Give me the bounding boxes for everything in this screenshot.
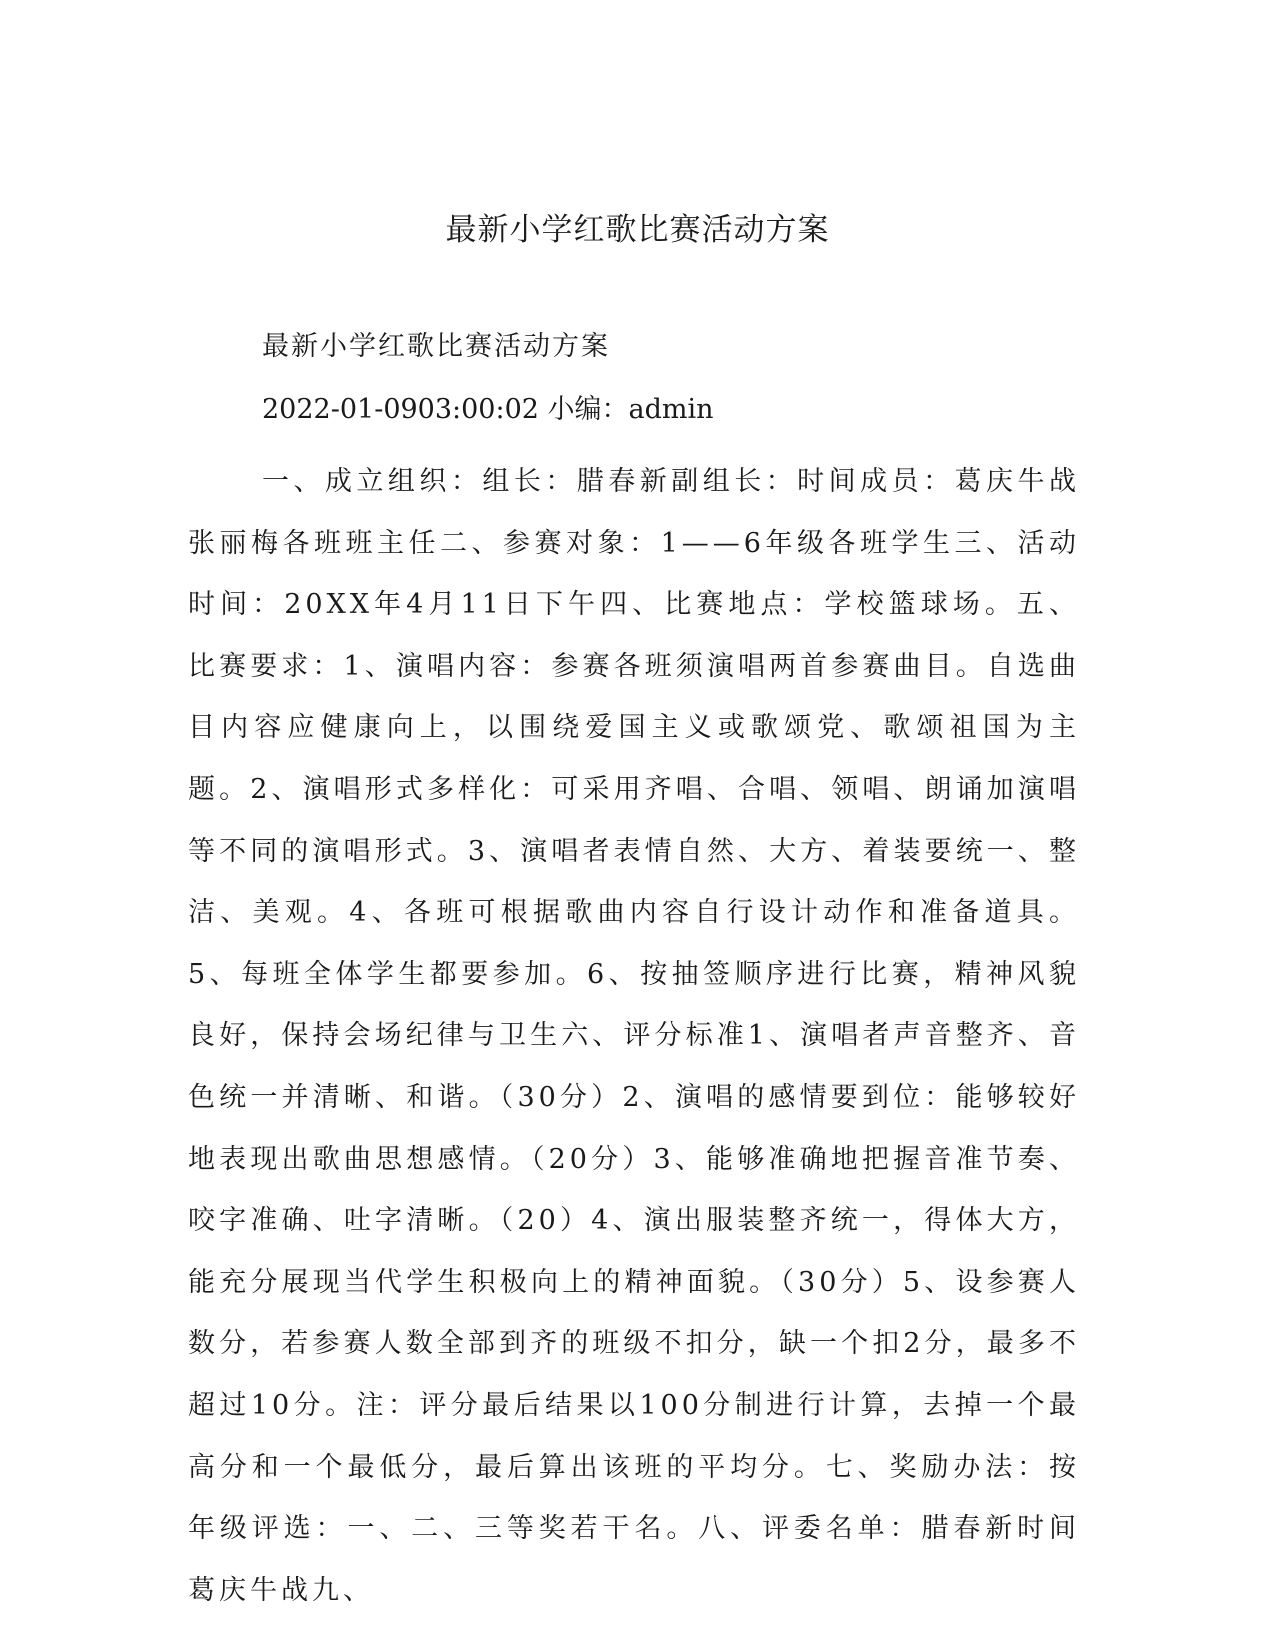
document-body — [188, 325, 1080, 1621]
document-title: 最新小学红歌比赛活动方案 — [445, 212, 830, 248]
publish-meta: 2022-01-0903:00:02 小编：admin — [262, 394, 714, 425]
main-paragraph: 一、成立组织：组长：腊春新副组长：时间成员：葛庆牛战张丽梅各班班主任二、参赛对象：1——6年级各班学生三、活动时间：20XX年4月11日下午四、比赛地点：学校篮球场。五、比赛要求：1、演唱内容：参赛各班须演唱两首参赛曲目。自选曲目内容应健康向上，以围绕爱国主义或歌颂党、歌颂祖国为主题。2、演唱形式多样化：可采用齐唱、合唱、领唱、朗诵加演唱等不同的演唱形式。3、演唱者表情自然、大方、着装要统一、整洁、美观。4、各班可根据歌曲内容自行设计动作和准备道具。5、每班全体学生都要参加。6、按抽签顺序进行比赛，精神风貌良好，保持会场纪律与卫生六、评分标准1、演唱者声音整齐、音色统一并清晰、和谐。（30分）2、演唱的感情要到位：能够较好地表现出歌曲思想感情。（20分）3、能够准确地把握音准节奏、咬字准确、吐字清晰。（20）4、演出服装整齐统一，得体大方，能充分展现当代学生积极向上的精神面貌。（30分）5、设参赛人数分，若参赛人数全部到齐的班级不扣分，缺一个扣2分，最多不超过10分。注：评分最后结果以100分制进行计算，去掉一个最高分和一个最低分，最后算出该班的平均分。七、奖励办法：按年级评选：一、二、三等奖若干名。八、评委名单：腊春新时间葛庆牛战九、 — [188, 466, 1080, 1606]
document-subtitle: 最新小学红歌比赛活动方案 — [262, 331, 610, 362]
